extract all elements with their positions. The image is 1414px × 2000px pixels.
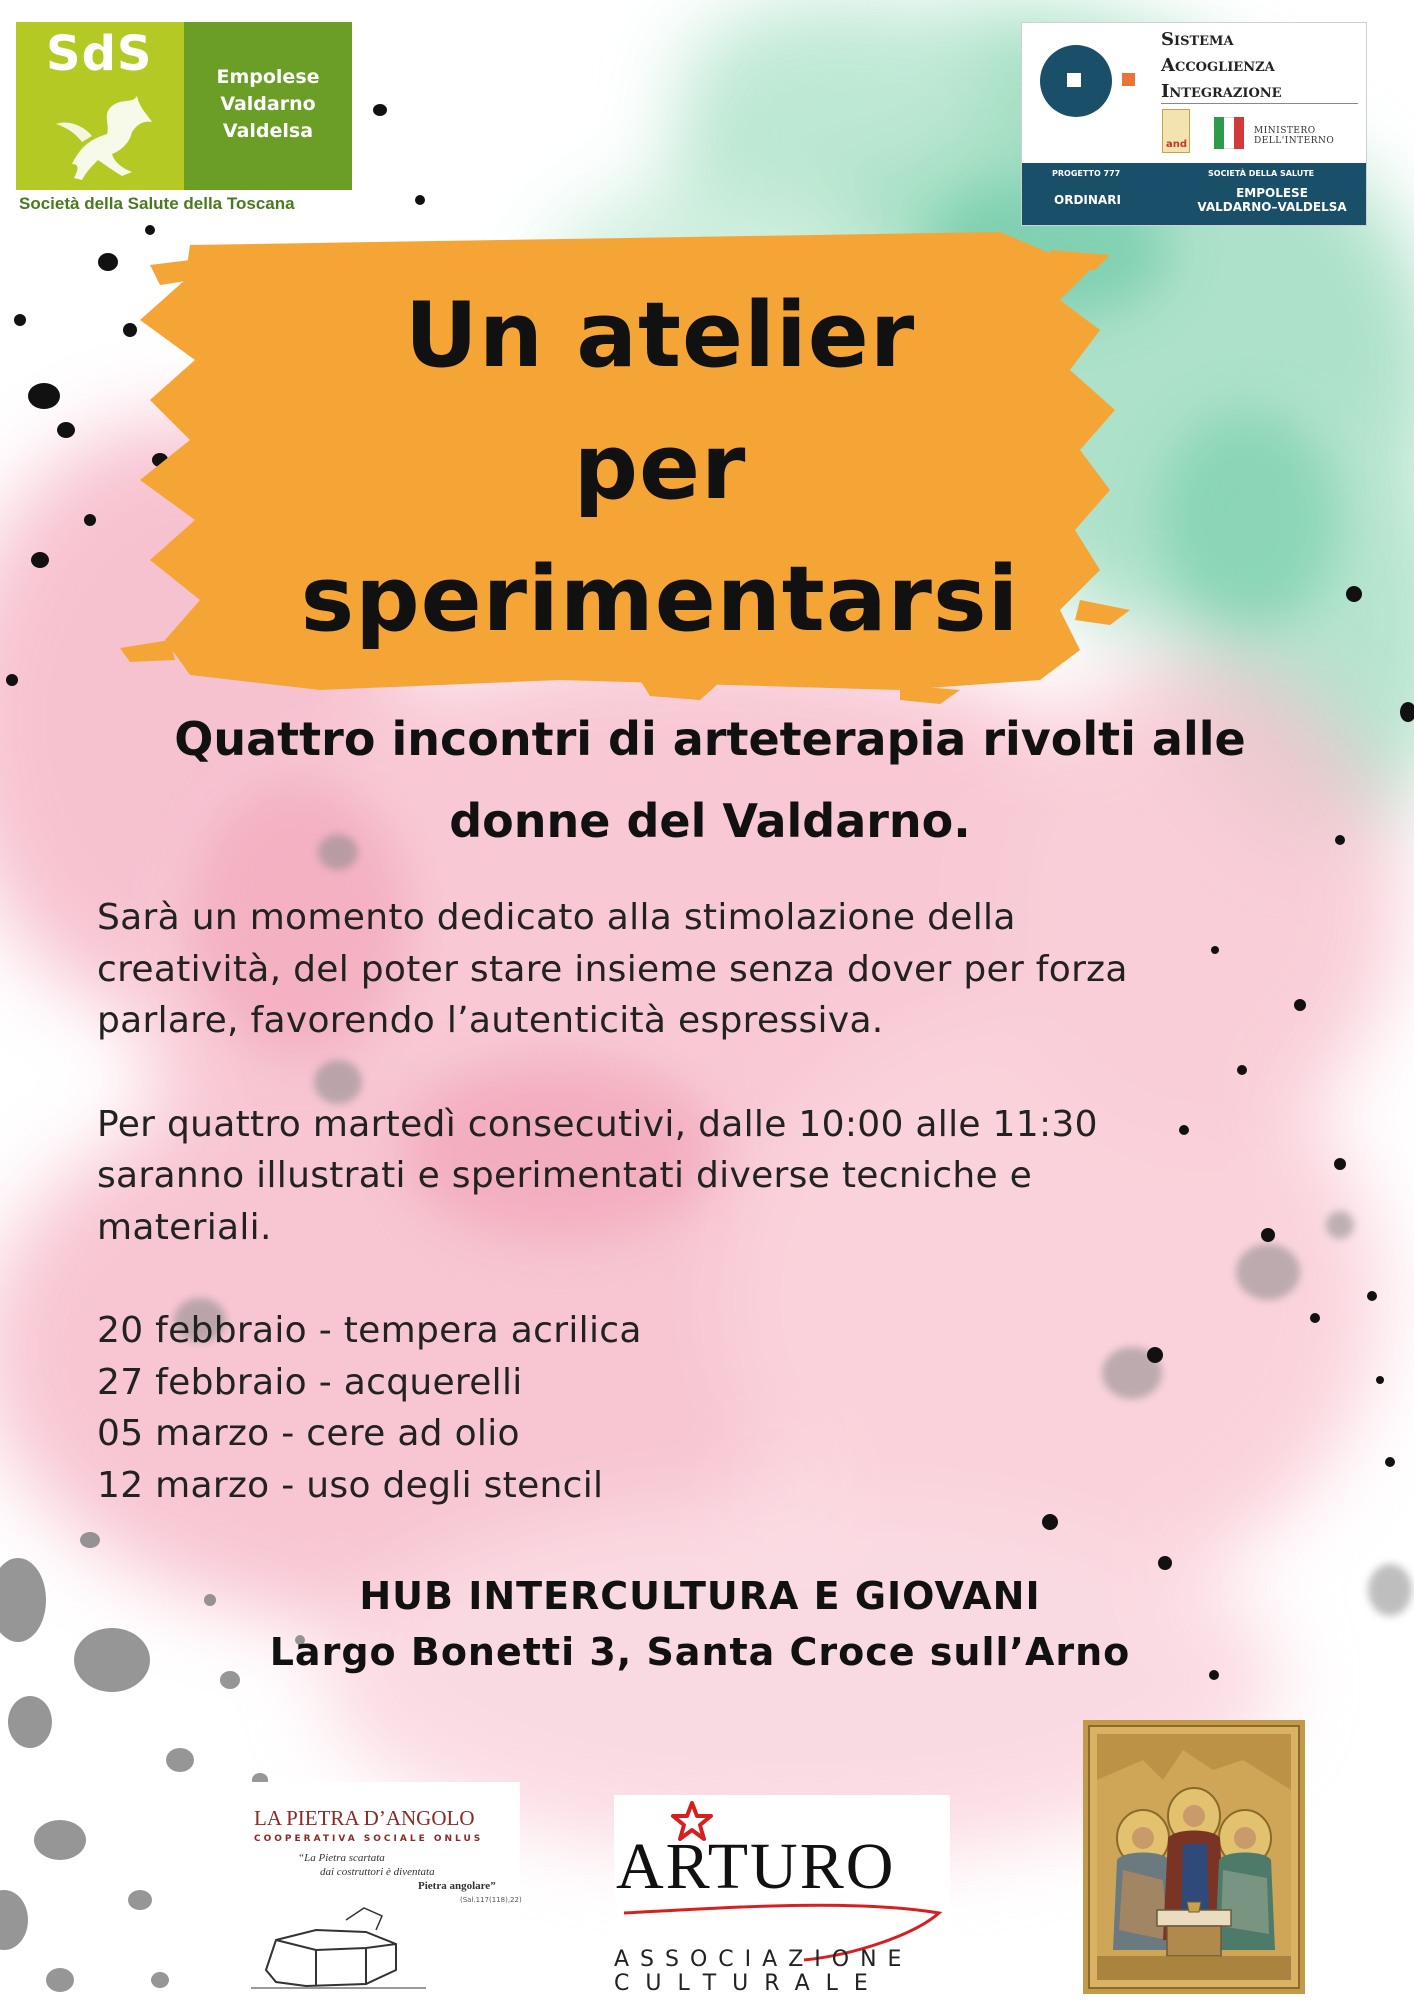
sds-logo-mark: SdS — [46, 26, 153, 82]
title-line: sperimentarsi — [300, 547, 1020, 652]
poster-title — [230, 270, 1090, 666]
arturo-line-1: ASSOCIAZIONE — [614, 1947, 913, 1972]
ministry-label — [1254, 126, 1334, 146]
pietra-quote-line: Pietra angolare” — [418, 1880, 496, 1892]
pietra-angolo-logo — [242, 1782, 520, 2000]
schedule-item: 12 marzo - uso degli stencil — [97, 1464, 604, 1506]
sai-name-line: Accoglienza — [1161, 55, 1275, 76]
arturo-logo — [614, 1795, 950, 2000]
sds-area-line: Valdarno — [220, 93, 316, 115]
pegasus-icon — [52, 84, 162, 184]
paragraph-line: Sarà un momento dedicato alla stimolazione della — [97, 897, 1016, 938]
arturo-wordmark: ARTURO — [616, 1830, 896, 1903]
venue — [200, 1568, 1200, 1680]
band-area-line: VALDARNO–VALDELSA — [1197, 200, 1347, 214]
schedule-item: 27 febbraio - acquerelli — [97, 1361, 523, 1403]
poster-subtitle — [60, 698, 1360, 862]
and-logo — [1162, 109, 1190, 153]
pietra-kind: COOPERATIVA SOCIALE ONLUS — [254, 1834, 484, 1844]
venue-name: HUB INTERCULTURA E GIOVANI — [359, 1574, 1041, 1618]
ministry-line: DELL'INTERNO — [1254, 136, 1335, 146]
project-type: ORDINARI — [1054, 193, 1121, 207]
schedule-item: 20 febbraio - tempera acrilica — [97, 1310, 642, 1351]
venue-address: Largo Bonetti 3, Santa Croce sull’Arno — [269, 1630, 1131, 1674]
paragraph-line: creatività, del poter stare insieme senza dover per forza — [97, 948, 1128, 990]
sai-divider — [1161, 103, 1358, 104]
sai-name-line: Sistema — [1161, 29, 1234, 50]
subtitle-line: Quattro incontri di arteterapia rivolti alle — [174, 712, 1246, 766]
sai-name — [1161, 27, 1282, 105]
sds-area-line: Empolese — [216, 66, 320, 88]
band-area-label — [1182, 186, 1362, 214]
sai-square-icon — [1067, 73, 1081, 87]
title-line: per — [573, 415, 747, 520]
sds-area-names — [184, 64, 352, 145]
sds-logo — [16, 22, 352, 216]
paragraph-line: saranno illustrati e sperimentati diverse tecniche e — [97, 1155, 1033, 1196]
pietra-quote-ref: (Sal.117(118),22) — [460, 1896, 522, 1904]
pietra-name: LA PIETRA D’ANGOLO — [254, 1806, 475, 1830]
cornerstone-icon — [246, 1900, 446, 1996]
poster-body — [97, 892, 1128, 1511]
pietra-quote-line: dai costruttori è diventata — [320, 1866, 435, 1878]
and-logo-text: and — [1166, 139, 1188, 150]
sds-area-line: Valdelsa — [222, 120, 314, 142]
pietra-quote-line: “La Pietra scartata — [298, 1852, 385, 1864]
title-line: Un atelier — [404, 283, 916, 388]
sai-orange-square-icon — [1122, 73, 1135, 86]
schedule-item: 05 marzo - cere ad olio — [97, 1413, 520, 1454]
paragraph-line: parlare, favorendo l’autenticità espressiva. — [97, 1000, 884, 1041]
paragraph-line: materiali. — [97, 1206, 272, 1248]
paragraph-line: Per quattro martedì consecutivi, dalle 10:00 alle 11:30 — [97, 1103, 1098, 1145]
ministry-line: MINISTERO — [1254, 126, 1316, 136]
sai-logo — [1021, 22, 1367, 226]
italian-flag-icon — [1214, 117, 1244, 149]
arturo-line-2: CULTURALE — [614, 1971, 884, 1996]
project-number: PROGETTO 777 — [1052, 169, 1121, 178]
sds-caption: Società della Salute della Toscana — [19, 194, 295, 213]
sai-project-band — [1022, 163, 1366, 225]
band-society-label: SOCIETÀ DELLA SALUTE — [1208, 169, 1315, 178]
subtitle-line: donne del Valdarno. — [449, 794, 971, 848]
trinity-icon-painting — [1083, 1720, 1305, 1994]
sai-name-line: Integrazione — [1161, 81, 1282, 102]
band-area-line: EMPOLESE — [1236, 186, 1308, 200]
